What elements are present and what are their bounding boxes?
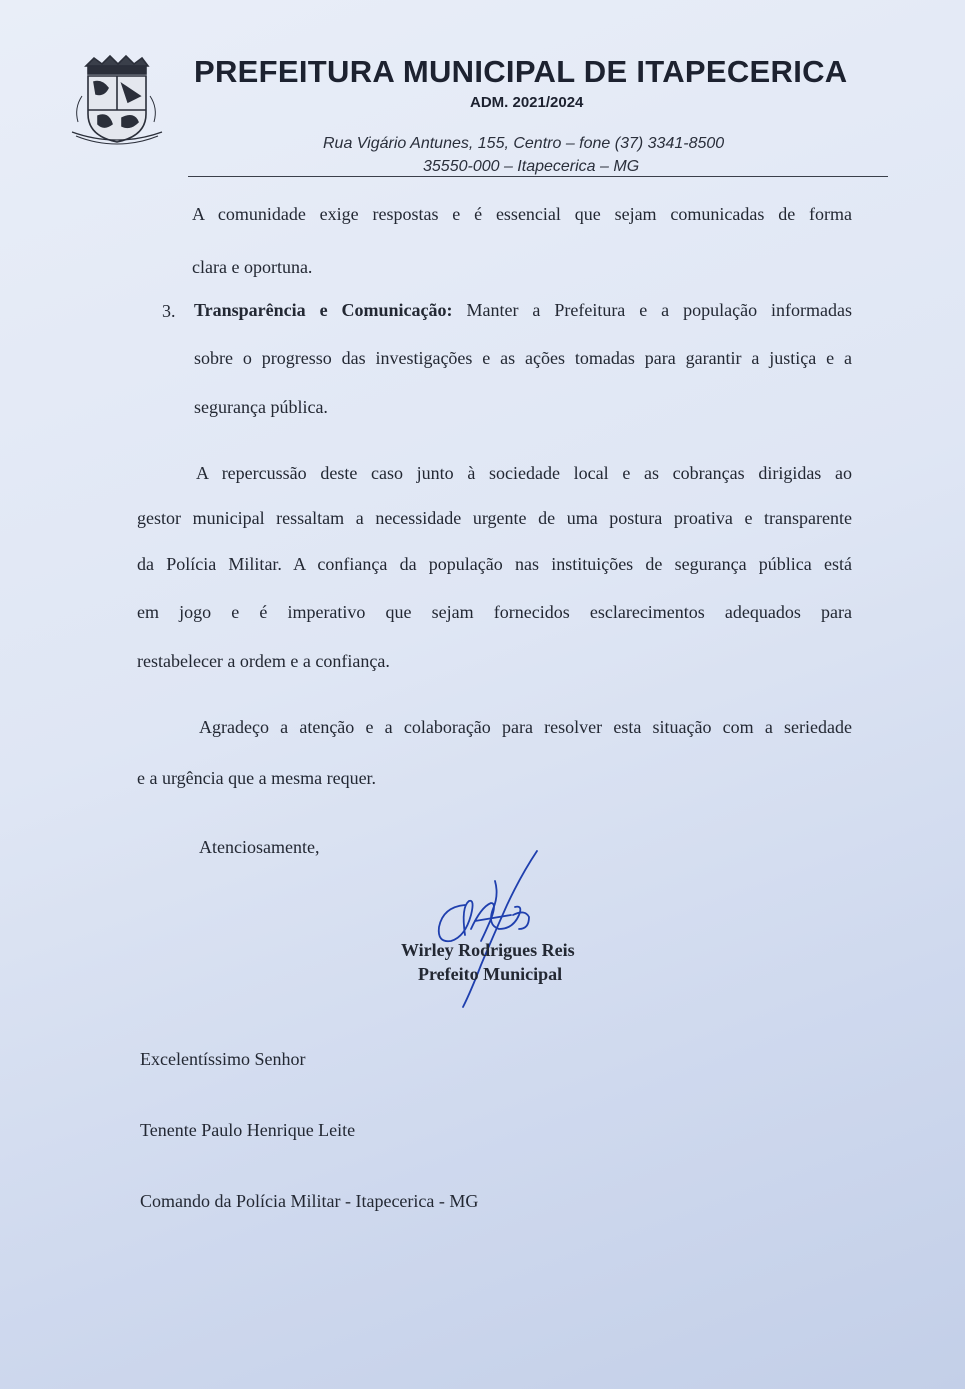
list-item-title: Transparência e Comunicação: bbox=[194, 300, 453, 320]
recipient-organization: Comando da Polícia Militar - Itapecerica - MG bbox=[140, 1191, 479, 1211]
list-item-line: sobre o progresso das investigações e as ações tomadas para garantir a justiça e a bbox=[194, 348, 852, 368]
list-item-first-line bbox=[194, 301, 852, 319]
paragraph-line: Agradeço a atenção e a colaboração para resolver esta situação com a seriedade bbox=[199, 717, 852, 737]
body-intro-line: A comunidade exige respostas e é essencial que sejam comunicadas de forma bbox=[192, 204, 852, 224]
letterhead-divider bbox=[188, 176, 888, 177]
body-intro-line: clara e oportuna. bbox=[192, 257, 313, 277]
paragraph-line: A repercussão deste caso junto à sociedade local e as cobranças dirigidas ao bbox=[196, 463, 852, 483]
paragraph-line: gestor municipal ressaltam a necessidade urgente de uma postura proativa e transparente bbox=[137, 508, 852, 528]
coat-of-arms-icon bbox=[64, 52, 164, 152]
paragraph-line: restabelecer a ordem e a confiança. bbox=[137, 651, 390, 671]
list-item-number: 3. bbox=[162, 301, 176, 321]
paragraph-line: e a urgência que a mesma requer. bbox=[137, 768, 377, 788]
list-item-line: segurança pública. bbox=[194, 397, 328, 417]
signatory-name: Wirley Rodrigues Reis bbox=[401, 940, 575, 960]
letterhead-address: Rua Vigário Antunes, 155, Centro – fone (37) 3341-8500 bbox=[323, 135, 725, 152]
closing-salutation: Atenciosamente, bbox=[199, 837, 320, 857]
paragraph-line: da Polícia Militar. A confiança da população nas instituições de segurança pública está bbox=[137, 554, 852, 574]
signatory-role: Prefeito Municipal bbox=[418, 964, 563, 984]
letterhead-title: PREFEITURA MUNICIPAL DE ITAPECERICA bbox=[194, 54, 848, 89]
letterhead-administration: ADM. 2021/2024 bbox=[470, 94, 584, 111]
list-item-text: Manter a Prefeitura e a população informadas bbox=[466, 300, 852, 320]
paragraph-line: em jogo e é imperativo que sejam fornecidos esclarecimentos adequados para bbox=[137, 602, 852, 622]
recipient-salutation: Excelentíssimo Senhor bbox=[140, 1049, 306, 1069]
recipient-name: Tenente Paulo Henrique Leite bbox=[140, 1120, 356, 1140]
letterhead-postal-address: 35550-000 – Itapecerica – MG bbox=[423, 158, 640, 175]
handwritten-signature bbox=[425, 845, 555, 1015]
